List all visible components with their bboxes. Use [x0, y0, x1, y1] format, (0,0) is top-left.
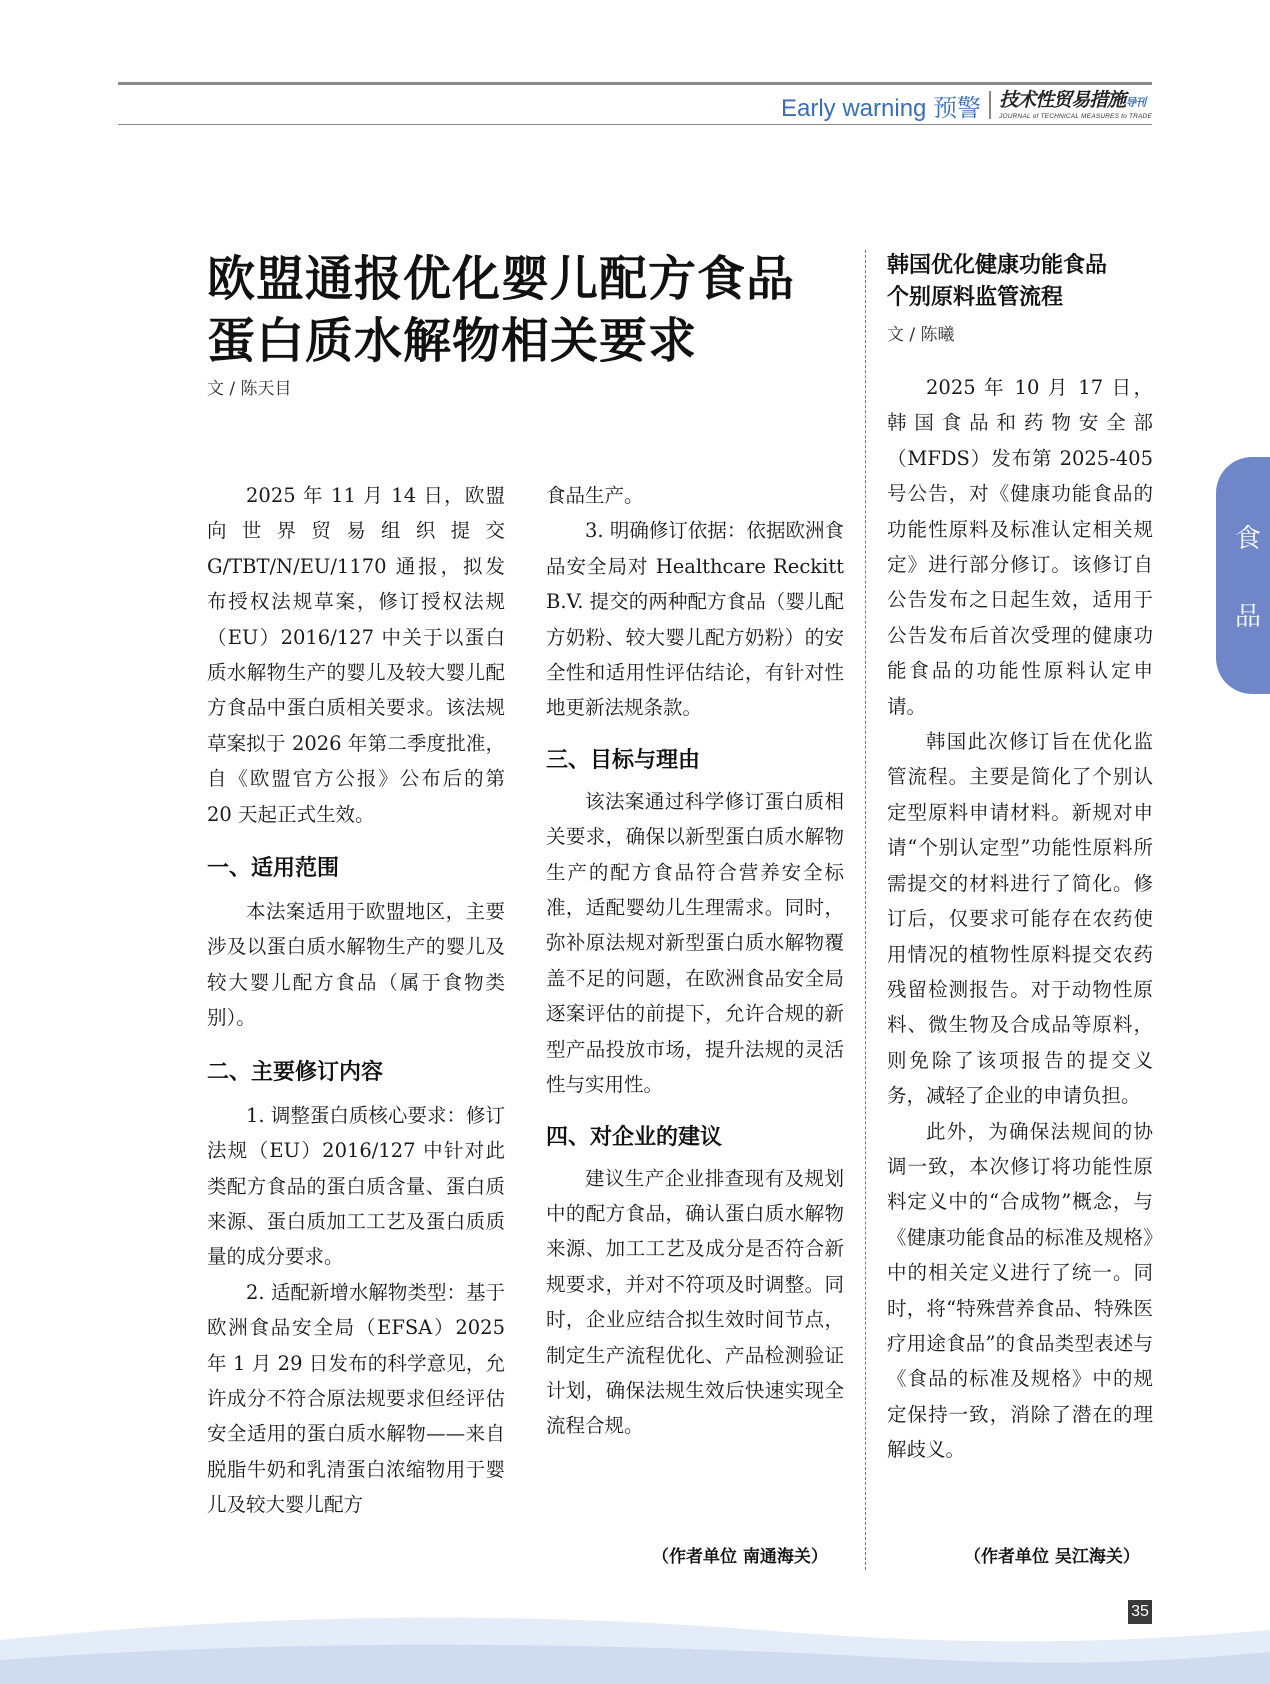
footer-wave-decoration: [0, 1600, 1270, 1684]
paragraph: 韩国此次修订旨在优化监管流程。主要是简化了个别认定型原料申请材料。新规对申请“个别认定型”功能性原料所需提交的材料进行了简化。修订后，仅要求可能存在农药使用情况的植物性原料提交农药残留检测报告。对于动物性原料、微生物及合成品等原料，则免除了该项报告的提交义务，减轻了企业的申请负担。: [887, 730, 1153, 1108]
journal-name: 技术性贸易措施: [999, 89, 1126, 111]
article-title: [207, 248, 847, 372]
paragraph: 1. 调整蛋白质核心要求：修订法规（EU）2016/127 中针对此类配方食品的蛋白质含量、蛋白质来源、蛋白质加工工艺及蛋白质质量的成分要求。: [207, 1103, 505, 1269]
paragraph: 建议生产企业排查现有及规划中的配方食品，确认蛋白质水解物来源、加工工艺及成分是否符合新规要求，并对不符项及时调整。同时，企业应结合拟生效时间节点，制定生产流程优化、产品检测验证计划，确保法规生效后快速实现全流程合规。: [546, 1166, 844, 1438]
section-heading: 四、对企业的建议: [546, 1124, 723, 1150]
paragraph: 该法案通过科学修订蛋白质相关要求，确保以新型蛋白质水解物生产的配方食品符合营养安全标准，适配婴幼儿生理需求。同时，弥补原法规对新型蛋白质水解物覆盖不足的问题，在欧洲食品安全局逐案评估的前提下，允许合规的新型产品投放市场，提升法规的灵活性与实用性。: [546, 789, 844, 1097]
paragraph: 2025 年 11 月 14 日，欧盟向世界贸易组织提交 G/TBT/N/EU/1170 通报，拟发布授权法规草案，修订授权法规（EU）2016/127 中关于以蛋白质水解物生产的婴儿及较大婴儿配方食品中蛋白质相关要求。该法规草案拟于 2026 年第二季度批准，自《欧盟官方公报》公布后的第 20 天起正式生效。: [207, 484, 505, 826]
sidebar-article-byline: 文 / 陈曦: [887, 325, 955, 345]
category-tab-char: 品: [1234, 602, 1261, 633]
column-divider: [865, 250, 866, 1570]
article-title-line: 欧盟通报优化婴儿配方食品: [207, 251, 796, 307]
paragraph: 本法案适用于欧盟地区，主要涉及以蛋白质水解物生产的婴儿及较大婴儿配方食品（属于食物类别）。: [207, 900, 505, 1030]
running-header: [781, 88, 1152, 122]
paragraph: 2. 适配新增水解物类型：基于欧洲食品安全局（EFSA）2025 年 1 月 29 日发布的科学意见，允许成分不符合原法规要求但经评估安全适用的蛋白质水解物——来自脱脂牛奶和乳清蛋白浓缩物用于婴儿及较大婴儿配方: [207, 1280, 505, 1517]
section-heading: 二、主要修订内容: [207, 1059, 384, 1085]
article-byline: 文 / 陈天目: [207, 379, 292, 399]
article-title-line: 蛋白质水解物相关要求: [207, 313, 698, 369]
paragraph: 此外，为确保法规间的协调一致，本次修订将功能性原料定义中的“合成物”概念，与《健康功能食品的标准及规格》中的相关定义进行了统一。同时，将“特殊营养食品、特殊医疗用途食品”的食品类型表述与《食品的标准及规格》中的规定保持一致，消除了潜在的理解歧义。: [887, 1119, 1153, 1462]
header-bottom-rule: [118, 124, 1152, 125]
page-number: 35: [1128, 1600, 1152, 1624]
category-tab: [1216, 457, 1270, 694]
sidebar-article-title: [887, 250, 1177, 314]
section-heading: 三、目标与理由: [546, 747, 701, 773]
author-affiliation: （作者单位 吴江海关）: [964, 1547, 1140, 1567]
journal-english-name: JOURNAL of TECHNICAL MEASURES to TRADE: [999, 113, 1152, 120]
sidebar-article-column: [887, 370, 1153, 1468]
article-column-2: [546, 478, 844, 1444]
article-column-1: [207, 478, 505, 1523]
journal-logo: [999, 90, 1152, 120]
paragraph: 食品生产。: [546, 484, 644, 507]
header-top-rule: [118, 82, 1152, 85]
sidebar-article-title-line: 个别原料监管流程: [887, 285, 1064, 310]
journal-suffix: 导刊: [1125, 96, 1146, 109]
category-tab-char: 食: [1234, 523, 1261, 554]
author-affiliation: （作者单位 南通海关）: [652, 1547, 828, 1567]
sidebar-article-title-line: 韩国优化健康功能食品: [887, 253, 1108, 278]
paragraph: 2025 年 10 月 17 日，韩国食品和药物安全部（MFDS）发布第 2025-405 号公告，对《健康功能食品的功能性原料及标准认定相关规定》进行部分修订。该修订自公告发布之日起生效，适用于公告发布后首次受理的健康功能食品的功能性原料认定申请。: [887, 376, 1153, 718]
section-heading: 一、适用范围: [207, 856, 340, 882]
section-label: Early warning 预警: [781, 94, 982, 122]
paragraph: 3. 明确修订依据：依据欧洲食品安全局对 Healthcare Reckitt B.V. 提交的两种配方食品（婴儿配方奶粉、较大婴儿配方奶粉）的安全性和适用性评估结论，有针对性地更新法规条款。: [546, 519, 844, 720]
header-separator: [989, 91, 991, 119]
